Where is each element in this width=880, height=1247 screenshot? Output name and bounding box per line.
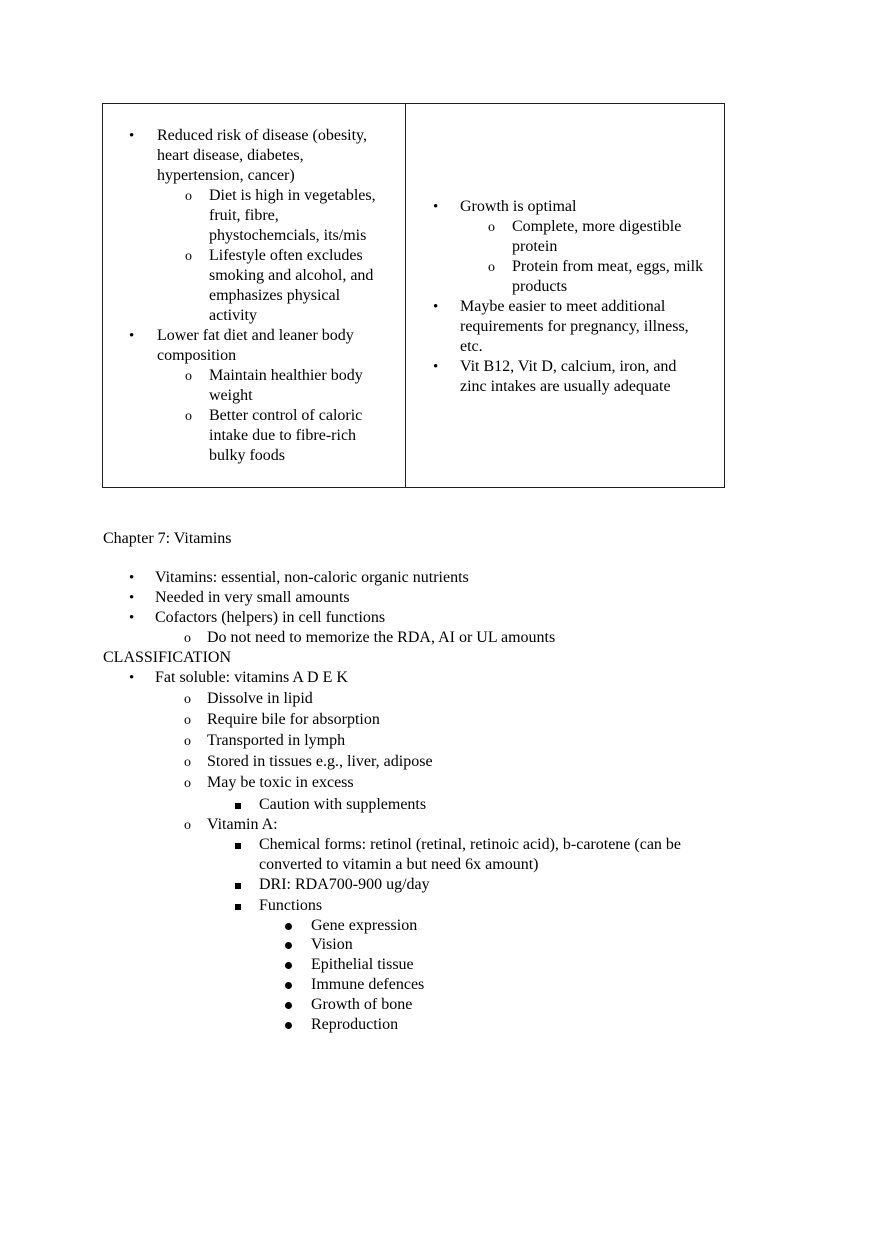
- function-item: Reproduction: [311, 1016, 399, 1033]
- function-item: Growth of bone: [311, 996, 413, 1013]
- bullet-icon: [129, 326, 134, 346]
- vitamin-a-dri: DRI: RDA700-900 ug/day: [259, 876, 430, 893]
- square-bullet-icon: [235, 795, 241, 815]
- circle-bullet-icon: [184, 710, 191, 731]
- bullet-icon: [285, 975, 292, 995]
- right-subitem-protein: Complete, more digestible protein: [512, 218, 682, 255]
- circle-bullet-icon: [184, 815, 191, 836]
- intro-item: Needed in very small amounts: [155, 589, 350, 606]
- bullet-icon: [285, 935, 292, 955]
- square-bullet-icon: [235, 835, 241, 855]
- right-item-growth: Growth is optimal: [460, 198, 577, 215]
- table-cell-right: [406, 104, 724, 487]
- circle-bullet-icon: [184, 689, 191, 710]
- vitamin-a-heading: Vitamin A:: [207, 816, 278, 833]
- bullet-icon: [129, 588, 134, 608]
- toxic-note: Caution with supplements: [259, 796, 427, 813]
- left-item-lower-fat: Lower fat diet and leaner body composition: [157, 327, 354, 364]
- bullet-icon: [129, 568, 134, 588]
- bullet-icon: [285, 995, 292, 1015]
- circle-bullet-icon: [185, 246, 192, 267]
- circle-bullet-icon: [184, 731, 191, 752]
- right-item-requirements: Maybe easier to meet additional requirements for pregnancy, illness, etc.: [460, 298, 689, 355]
- fat-property-item: Dissolve in lipid: [207, 690, 313, 707]
- left-item-reduced-risk: Reduced risk of disease (obesity, heart disease, diabetes, hypertension, cancer): [157, 127, 368, 184]
- square-bullet-icon: [235, 875, 241, 895]
- circle-bullet-icon: [488, 257, 495, 278]
- left-subitem-lifestyle: Lifestyle often excludes smoking and alcohol, and emphasizes physical activity: [209, 247, 374, 324]
- vitamin-a-chemical: Chemical forms: retinol (retinal, retinoic acid), b-carotene (can be converted to vitamin a but need 6x amount): [259, 836, 682, 873]
- fat-soluble-item: Fat soluble: vitamins A D E K: [155, 669, 348, 686]
- intro-subitem: Do not need to memorize the RDA, AI or UL amounts: [207, 629, 556, 646]
- circle-bullet-icon: [184, 628, 191, 649]
- comparison-table: [102, 103, 725, 488]
- function-item: Immune defences: [311, 976, 425, 993]
- circle-bullet-icon: [184, 752, 191, 773]
- bullet-icon: [433, 197, 438, 217]
- bullet-icon: [285, 916, 292, 936]
- bullet-icon: [129, 608, 134, 628]
- bullet-icon: [285, 1015, 292, 1035]
- circle-bullet-icon: [185, 186, 192, 207]
- square-bullet-icon: [235, 896, 241, 916]
- chapter-title: Chapter 7: Vitamins: [103, 530, 232, 547]
- right-item-intakes: Vit B12, Vit D, calcium, iron, and zinc intakes are usually adequate: [460, 358, 677, 395]
- function-item: Vision: [311, 936, 353, 953]
- circle-bullet-icon: [185, 406, 192, 427]
- circle-bullet-icon: [185, 366, 192, 387]
- circle-bullet-icon: [488, 217, 495, 238]
- right-subitem-sources: Protein from meat, eggs, milk products: [512, 258, 704, 295]
- function-item: Epithelial tissue: [311, 956, 414, 973]
- classification-heading: CLASSIFICATION: [103, 649, 232, 666]
- vitamin-a-functions-label: Functions: [259, 897, 323, 914]
- intro-item: Vitamins: essential, non-caloric organic nutrients: [155, 569, 469, 586]
- left-subitem-weight: Maintain healthier body weight: [209, 367, 363, 404]
- table-cell-left: [103, 104, 406, 487]
- bullet-icon: [285, 955, 292, 975]
- bullet-icon: [433, 357, 438, 377]
- fat-property-item: Require bile for absorption: [207, 711, 380, 728]
- bullet-icon: [129, 126, 134, 146]
- bullet-icon: [129, 668, 134, 688]
- fat-property-item: May be toxic in excess: [207, 774, 354, 791]
- intro-item: Cofactors (helpers) in cell functions: [155, 609, 386, 626]
- left-subitem-caloric: Better control of caloric intake due to fibre-rich bulky foods: [209, 407, 363, 464]
- bullet-icon: [433, 297, 438, 317]
- circle-bullet-icon: [184, 773, 191, 794]
- function-item: Gene expression: [311, 917, 418, 934]
- fat-property-item: Transported in lymph: [207, 732, 346, 749]
- fat-property-item: Stored in tissues e.g., liver, adipose: [207, 753, 433, 770]
- left-subitem-diet: Diet is high in vegetables, fruit, fibre, phystochemcials, its/mis: [209, 187, 376, 244]
